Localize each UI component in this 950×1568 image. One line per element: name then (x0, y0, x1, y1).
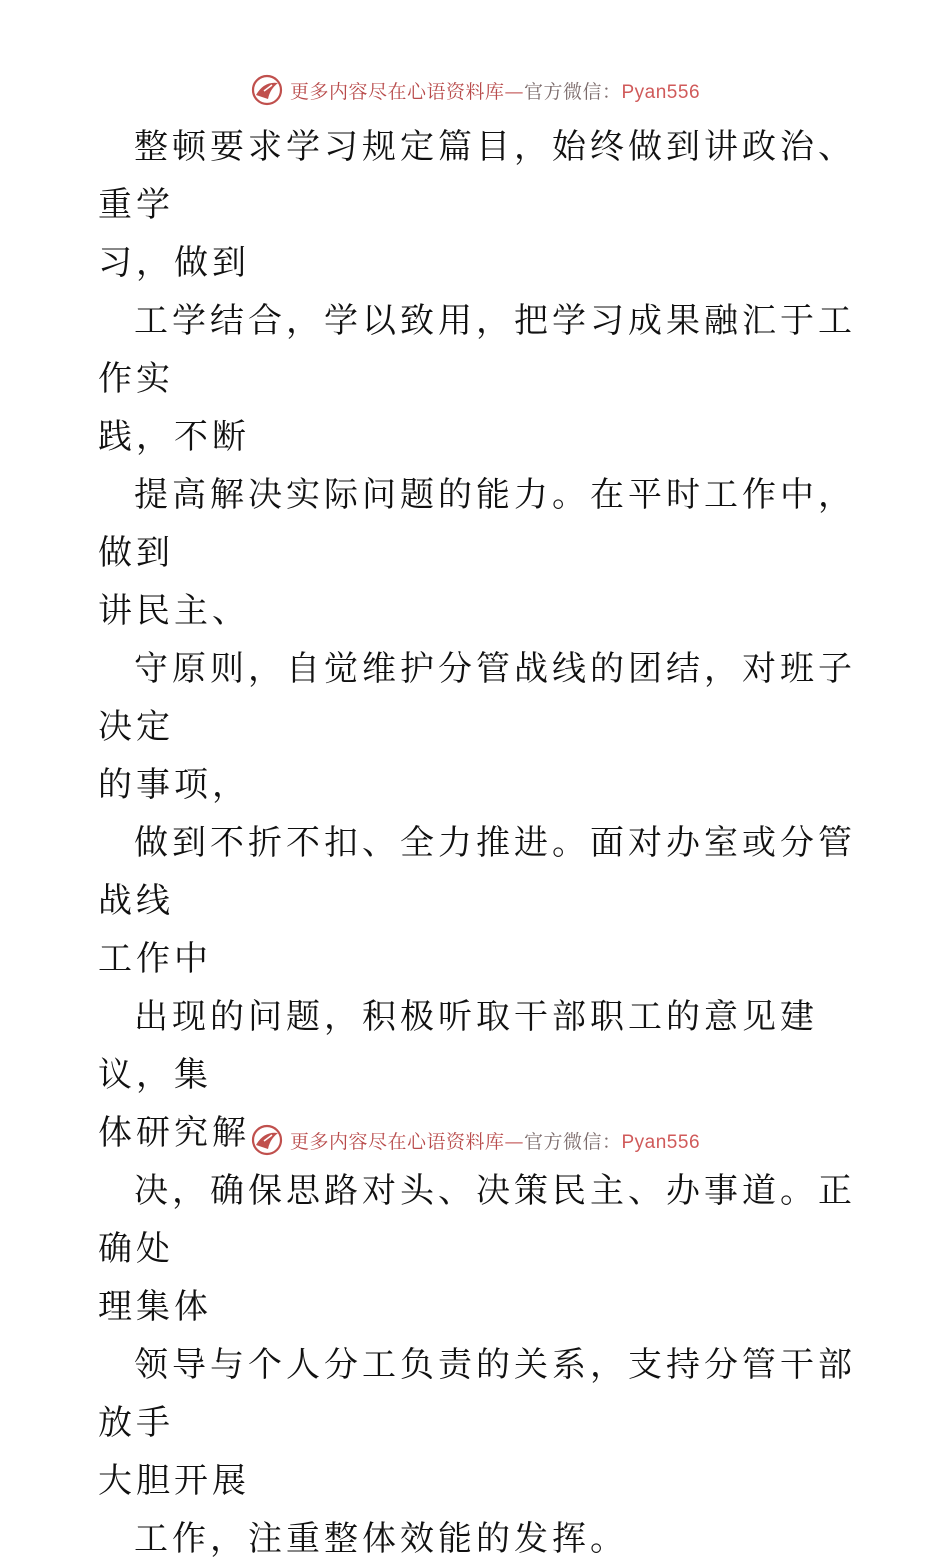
text-line-content: 守原则，自觉维护分管战线的团结，对班子决定 (98, 649, 856, 747)
pen-nib-logo-icon (250, 73, 284, 107)
text-line (98, 1162, 858, 1278)
text-line-content: 出现的问题，积极听取干部职工的意见建议，集 (98, 997, 818, 1095)
document-body (98, 118, 858, 1568)
text-line (98, 408, 858, 466)
watermark-text (290, 77, 700, 104)
text-line (98, 1510, 858, 1568)
text-line-content: 做到不折不扣、全力推进。面对办室或分管战线 (98, 823, 856, 921)
text-line-content: 讲民主、 (98, 591, 250, 631)
text-line-content: 提高解决实际问题的能力。在平时工作中，做到 (98, 475, 856, 573)
text-line (98, 118, 858, 234)
watermark-main-text: 更多内容尽在心语资料库 (289, 80, 505, 103)
text-line-content: 理集体 (98, 1287, 212, 1327)
watermark-wechat-label: 官方微信： (523, 1130, 622, 1153)
text-line (98, 234, 858, 292)
text-line-content: 决，确保思路对头、决策民主、办事道。正确处 (98, 1171, 856, 1269)
text-line-content: 践，不断 (98, 417, 250, 457)
text-line-content: 工作，注重整体效能的发挥。 (134, 1519, 628, 1559)
text-line (98, 930, 858, 988)
watermark-dash: — (504, 1130, 524, 1153)
header-watermark (0, 70, 950, 110)
watermark-wechat-id: Pyan556 (621, 81, 701, 103)
text-line (98, 756, 858, 814)
watermark-text (290, 1127, 700, 1154)
text-line (98, 640, 858, 756)
watermark-wechat-id: Pyan556 (621, 1131, 701, 1153)
text-line-content: 工学结合，学以致用，把学习成果融汇于工作实 (98, 301, 856, 399)
pen-nib-logo-icon (250, 1123, 284, 1157)
text-line (98, 814, 858, 930)
watermark-dash: — (504, 80, 524, 103)
text-line (98, 988, 858, 1104)
watermark-main-text: 更多内容尽在心语资料库 (289, 1130, 505, 1153)
text-line-content: 整顿要求学习规定篇目，始终做到讲政治、重学 (98, 127, 856, 225)
text-line (98, 1452, 858, 1510)
text-line-content: 工作中 (98, 939, 212, 979)
text-line-content: 大胆开展 (98, 1461, 250, 1501)
text-line (98, 582, 858, 640)
text-line-content: 的事项， (98, 765, 250, 805)
text-line (98, 292, 858, 408)
text-line-content: 体研究解 (98, 1113, 250, 1153)
footer-watermark (0, 1120, 950, 1160)
text-line-content: 习，做到 (98, 243, 250, 283)
watermark-wechat-label: 官方微信： (523, 80, 622, 103)
text-line (98, 1336, 858, 1452)
text-line-content: 领导与个人分工负责的关系，支持分管干部放手 (98, 1345, 856, 1443)
text-line (98, 466, 858, 582)
text-line (98, 1278, 858, 1336)
